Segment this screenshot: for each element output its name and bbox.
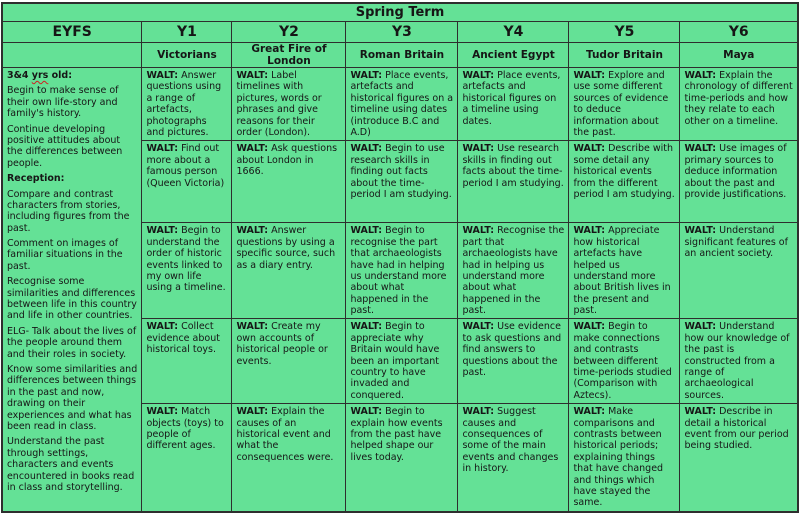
walt-label: WALT: <box>462 70 495 81</box>
eyfs-content-cell <box>2 68 142 512</box>
walt-cell-y1-2 <box>142 141 232 223</box>
walt-text: Explain the causes of an historical event and what the consequences were. <box>236 406 334 463</box>
walt-cell-y5-3 <box>569 223 680 319</box>
topic-tudor-britain: Tudor Britain <box>569 43 680 68</box>
walt-label: WALT: <box>573 143 606 155</box>
walt-text: Understand significant features of an ancient society. <box>684 225 788 260</box>
walt-text: Recognise the part that archaeologists have had in helping us understand more about what happened in the past. <box>462 225 565 317</box>
walt-text: Begin to explain how events from the past have helped shape our lives today. <box>350 406 443 463</box>
walt-row-1 <box>2 68 798 141</box>
walt-cell-y5-1 <box>569 68 680 141</box>
eyfs-paragraph: Continue developing positive attitudes about the differences between people. <box>6 123 123 169</box>
walt-label: WALT: <box>350 225 383 237</box>
walt-label: WALT: <box>146 225 179 237</box>
walt-cell-y6-5 <box>680 404 798 512</box>
walt-text: Find out more about a famous person (Queen Victoria) <box>146 143 225 189</box>
walt-label: WALT: <box>573 321 606 333</box>
walt-text: Begin to use research skills in finding out facts about the time-period I am studying. <box>350 143 452 200</box>
eyfs-paragraph: Compare and contrast characters from stories, including figures from the past. <box>6 188 130 234</box>
walt-text: Explore and use some different sources of evidence to deduce information about the past. <box>573 70 669 138</box>
walt-cell-y1-4 <box>142 319 232 404</box>
walt-text: Make comparisons and contrasts between historical periods; explaining things that have changed and things which have stayed the same. <box>573 406 664 509</box>
topic-great-fire-of-london: Great Fire of London <box>232 43 346 68</box>
walt-cell-y3-2 <box>346 141 458 223</box>
eyfs-reception-heading: Reception: <box>6 173 65 185</box>
column-header-eyfs: EYFS <box>2 22 142 43</box>
walt-text: Begin to understand the order of historic events linked to my own life using a timeline. <box>146 225 226 294</box>
walt-text: Place events, artefacts and historical figures on a timeline using dates (introduce B.C and A.D) <box>350 70 454 138</box>
column-header-y6: Y6 <box>680 22 798 43</box>
walt-label: WALT: <box>236 225 269 237</box>
eyfs-paragraph: Comment on images of familiar situations in the past. <box>6 238 123 272</box>
walt-text: Use research skills in finding out facts about the time-period I am studying. <box>462 143 564 189</box>
walt-label: WALT: <box>462 406 495 418</box>
column-header-row <box>2 22 798 43</box>
column-header-y4: Y4 <box>458 22 569 43</box>
walt-label: WALT: <box>350 321 383 333</box>
table-title-row <box>2 3 798 22</box>
walt-text: Begin to recognise the part that archaeologists have had in helping us understand more about what happened in the past. <box>350 225 447 317</box>
walt-label: WALT: <box>684 406 717 418</box>
walt-cell-y2-4 <box>232 319 346 404</box>
walt-label: WALT: <box>684 70 717 81</box>
walt-cell-y4-5 <box>458 404 569 512</box>
walt-label: WALT: <box>573 406 606 418</box>
eyfs-paragraph: Understand the past through settings, characters and events encountered in books read in class and storytelling. <box>6 436 135 493</box>
walt-cell-y1-3 <box>142 223 232 319</box>
walt-cell-y6-4 <box>680 319 798 404</box>
walt-cell-y2-3 <box>232 223 346 319</box>
walt-label: WALT: <box>462 143 495 155</box>
walt-cell-y2-5 <box>232 404 346 512</box>
walt-label: WALT: <box>236 406 269 418</box>
walt-text: Use images of primary sources to deduce information about the past and provide justifications. <box>684 143 787 200</box>
walt-cell-y5-5 <box>569 404 680 512</box>
walt-cell-y4-2 <box>458 141 569 223</box>
walt-cell-y4-1 <box>458 68 569 141</box>
eyfs-age-heading: 3&4 yrs old: <box>6 70 73 81</box>
eyfs-paragraph: Know some similarities and differences between things in the past and now, drawing on their experiences and what has been read in class. <box>6 363 138 432</box>
walt-label: WALT: <box>573 225 606 237</box>
walt-text: Understand how our knowledge of the past is constructed from a range of archaeological sources. <box>684 321 790 401</box>
spellcheck-wavy-underline: yrs <box>31 70 49 81</box>
walt-cell-y6-1 <box>680 68 798 141</box>
walt-cell-y3-5 <box>346 404 458 512</box>
spring-term-table <box>1 2 799 513</box>
column-header-y5: Y5 <box>569 22 680 43</box>
walt-text: Describe in detail a historical event from our period being studied. <box>684 406 789 452</box>
walt-label: WALT: <box>236 70 269 81</box>
walt-text: Explain the chronology of different time-periods and how they relate to each other on a timeline. <box>684 70 793 127</box>
walt-text: Answer questions using a range of artefacts, photographs and pictures. <box>146 70 222 138</box>
walt-text: Place events, artefacts and historical figures on a timeline using dates. <box>462 70 561 127</box>
column-header-y2: Y2 <box>232 22 346 43</box>
walt-label: WALT: <box>350 406 383 418</box>
walt-label: WALT: <box>684 143 717 155</box>
walt-label: WALT: <box>146 70 179 81</box>
topic-victorians: Victorians <box>142 43 232 68</box>
walt-text: Describe with some detail any historical events from the different period I am studying. <box>573 143 675 200</box>
walt-label: WALT: <box>462 225 495 237</box>
column-header-y1: Y1 <box>142 22 232 43</box>
walt-label: WALT: <box>146 143 179 155</box>
walt-label: WALT: <box>236 143 269 155</box>
eyfs-paragraph: Begin to make sense of their own life-story and family's history. <box>6 85 119 120</box>
walt-text: Label timelines with pictures, words or phrases and give reasons for their order (London). <box>236 70 322 138</box>
walt-text: Collect evidence about historical toys. <box>146 321 220 356</box>
walt-label: WALT: <box>350 143 383 155</box>
walt-cell-y6-2 <box>680 141 798 223</box>
table-title: Spring Term <box>2 3 798 22</box>
walt-label: WALT: <box>684 321 717 333</box>
walt-cell-y2-2 <box>232 141 346 223</box>
walt-label: WALT: <box>146 321 179 333</box>
walt-label: WALT: <box>146 406 179 418</box>
walt-label: WALT: <box>462 321 495 333</box>
walt-cell-y4-4 <box>458 319 569 404</box>
walt-cell-y5-4 <box>569 319 680 404</box>
walt-text: Answer questions by using a specific source, such as a diary entry. <box>236 225 336 271</box>
walt-cell-y2-1 <box>232 68 346 141</box>
walt-text: Begin to make connections and contrasts between different time-periods studied (Comparison with Aztecs). <box>573 321 672 401</box>
eyfs-paragraph: Recognise some similarities and differences between life in this country and life in other countries. <box>6 276 137 322</box>
walt-text: Suggest causes and consequences of some of the main events and changes in history. <box>462 406 559 475</box>
walt-cell-y5-2 <box>569 141 680 223</box>
topic-roman-britain: Roman Britain <box>346 43 458 68</box>
walt-text: Begin to appreciate why Britain would have been an important country to have invaded and conquered. <box>350 321 440 401</box>
walt-label: WALT: <box>573 70 606 81</box>
walt-cell-y3-4 <box>346 319 458 404</box>
topic-ancient-egypt: Ancient Egypt <box>458 43 569 68</box>
topic-row <box>2 43 798 68</box>
walt-cell-y6-3 <box>680 223 798 319</box>
walt-text: Use evidence to ask questions and find answers to questions about the past. <box>462 321 562 379</box>
walt-cell-y3-3 <box>346 223 458 319</box>
walt-cell-y4-3 <box>458 223 569 319</box>
walt-text: Match objects (toys) to people of different ages. <box>146 406 224 452</box>
topic-eyfs-empty <box>2 43 142 68</box>
walt-text: Create my own accounts of historical people or events. <box>236 321 328 367</box>
walt-label: WALT: <box>236 321 269 333</box>
walt-text: Ask questions about London in 1666. <box>236 143 338 178</box>
topic-maya: Maya <box>680 43 798 68</box>
eyfs-paragraph: ELG- Talk about the lives of the people around them and their roles in society. <box>6 325 137 360</box>
column-header-y3: Y3 <box>346 22 458 43</box>
walt-cell-y3-1 <box>346 68 458 141</box>
walt-text: Appreciate how historical artefacts have helped us understand more about British lives in the present and past. <box>573 225 671 317</box>
walt-cell-y1-1 <box>142 68 232 141</box>
walt-label: WALT: <box>684 225 717 237</box>
walt-label: WALT: <box>350 70 383 81</box>
walt-cell-y1-5 <box>142 404 232 512</box>
